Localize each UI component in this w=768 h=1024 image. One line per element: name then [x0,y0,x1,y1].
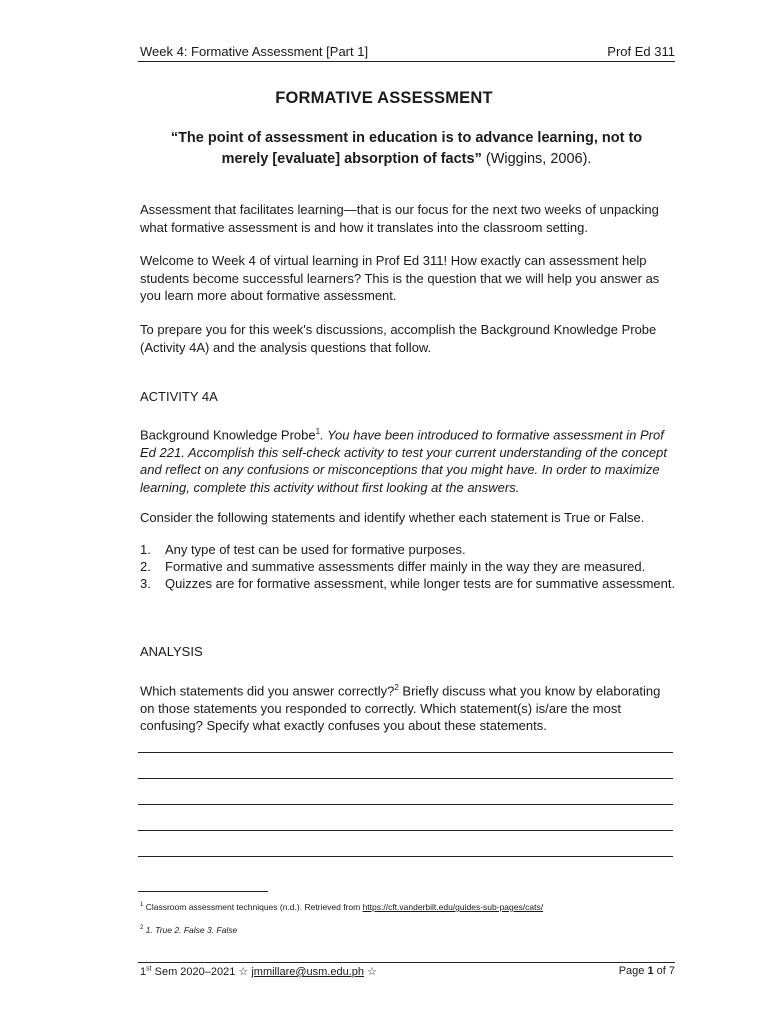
footer-email-link[interactable]: jmmillare@usm.edu.ph [251,966,364,978]
footer-page-word: Page [618,965,648,977]
footer-rule [138,962,675,963]
answer-line-2[interactable] [138,778,673,779]
probe-paragraph [140,423,678,496]
footnote-ref-1[interactable]: 1 [315,427,321,436]
activity-heading: ACTIVITY 4A [140,389,218,404]
probe-label: Background Knowledge Probe [140,427,316,443]
header-course-code: Prof Ed 311 [607,44,675,59]
answer-line-1[interactable] [138,752,673,753]
footnote-ref-2[interactable]: 2 [394,683,399,692]
quote-citation: (Wiggins, 2006). [485,151,592,167]
footer-page-current: 1 [647,965,654,977]
analysis-heading: ANALYSIS [140,644,203,659]
footnote-rule [138,891,268,892]
statement-number: 1. [140,542,151,557]
page-title: FORMATIVE ASSESSMENT [275,89,493,107]
list-item [140,558,678,575]
footer-page-number [619,965,675,978]
opening-quote [150,128,663,170]
statement-text: Any type of test can be used for formative purposes. [165,542,466,557]
answer-line-4[interactable] [138,830,673,831]
footnote-2-answers: 1. True 2. False 3. False [145,925,238,935]
page-header [140,44,675,61]
page-footer [140,965,675,978]
statement-number: 2. [140,559,151,574]
footnote-2-number: 2 [140,925,144,932]
footnote-2 [140,925,678,935]
analysis-question-start: Which statements did you answer correctly? [140,683,395,699]
probe-description: . You have been introduced to formative assessment in Prof Ed 221. Accomplish this self-check activity to test your current understanding of the concept and reflect on any confusions or misconceptions that you might have. In order to maximize learning, complete this activity without first looking at the answers. [140,427,668,495]
analysis-question [140,679,678,735]
instruction-text: Consider the following statements and identify whether each statement is True or False. [140,510,645,525]
footer-sem-text: Sem 2020–2021 ☆ [151,966,252,978]
footer-sem-suffix: st [146,965,152,973]
analysis-question-rest: Briefly discuss what you know by elaborating on those statements you responded to correctly. Which statement(s) is/are the most confusing? Specify what exactly confuses you about these statements. [140,683,661,734]
quote-text: The point of assessment in education is to advance learning, not to merely [evaluate] absorption of facts [178,130,643,167]
intro-paragraph-1: Assessment that facilitates learning—that is our focus for the next two weeks of unpacking what formative assessment is and how it translates into the classroom setting. [140,202,659,235]
statement-text: Quizzes are for formative assessment, while longer tests are for summative assessment. [165,576,676,591]
quote-close-mark: ” [474,151,482,167]
footer-semester [140,965,377,978]
list-item [140,541,678,558]
footer-star: ☆ [364,966,377,978]
footnote-1 [140,902,678,912]
footnote-1-text: Classroom assessment techniques (n.d.). Retrieved from [145,902,363,912]
footnote-1-number: 1 [140,902,144,909]
footer-sem-number: 1 [140,966,147,978]
header-course-week: Week 4: Formative Assessment [Part 1] [140,44,369,59]
intro-paragraph-3: To prepare you for this week's discussions, accomplish the Background Knowledge Probe (Activity 4A) and the analysis questions that follow. [140,322,657,355]
list-item [140,575,678,592]
header-rule [138,61,675,62]
quote-open-mark: “ [170,130,179,146]
footnote-1-link[interactable]: https://cft.vanderbilt.edu/guides-sub-pages/cats/ [362,902,544,912]
statement-number: 3. [140,576,151,591]
answer-line-5[interactable] [138,856,673,857]
statement-text: Formative and summative assessments differ mainly in the way they are measured. [165,559,646,574]
statement-list [140,541,678,592]
answer-line-3[interactable] [138,804,673,805]
intro-paragraph-2: Welcome to Week 4 of virtual learning in Prof Ed 311! How exactly can assessment help students become successful learners? This is the question that we will help you answer as you learn more about formative assessment. [140,253,660,303]
footer-page-total: of 7 [653,965,675,977]
